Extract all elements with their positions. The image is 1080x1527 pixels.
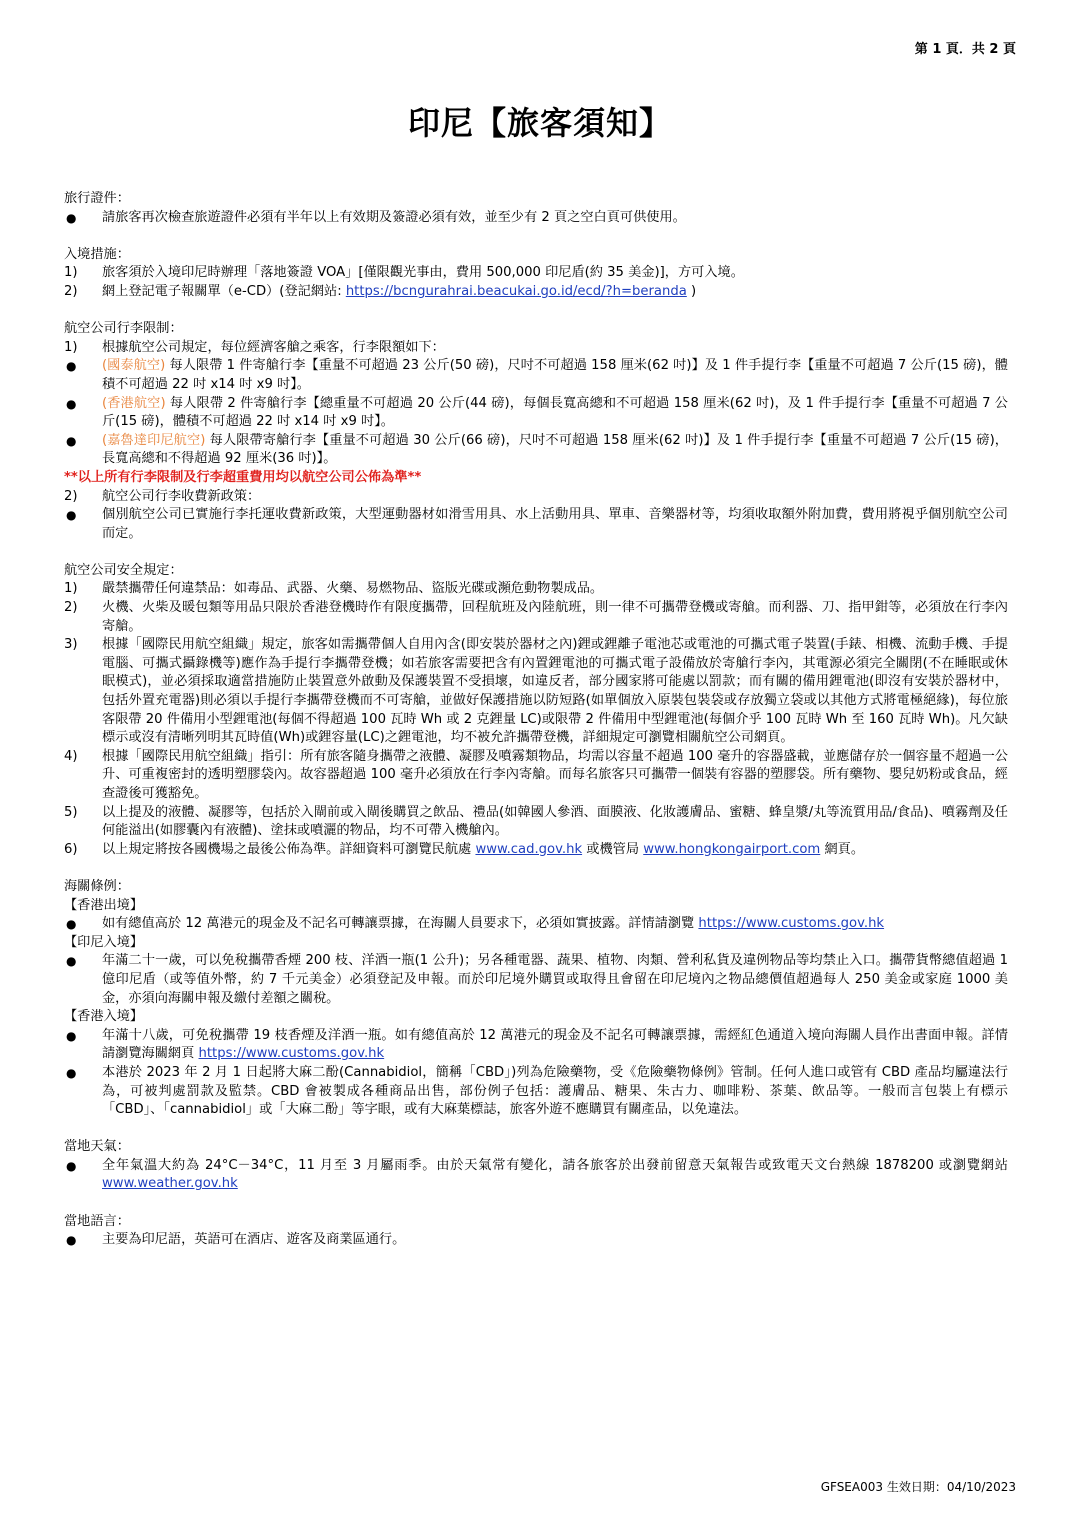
list-number: 3) [64,637,78,653]
luggage-policy: 個別航空公司已實施行李托運收費新政策，大型運動器材如滑雪用具、水上活動用具、單車、音樂器材等，均須收取額外附加費，費用將視乎個別航空公司而定。 [102,507,1008,541]
bullet-icon: ● [66,917,77,932]
airline-rule-text: 每人限帶 1 件寄艙行李【重量不可超過 23 公斤(50 磅)，尺吋不可超過 158 厘米(62 吋)】及 1 件手提行李【重量不可超過 7 公斤(15 磅)，體積不可超過 22 吋 x14 吋 x9 吋】。 [102,358,1008,392]
document-body [64,190,1008,1268]
section-entry [64,246,1008,302]
list-item [64,1231,1008,1250]
luggage-sub-2: 航空公司行李收費新政策： [102,488,261,504]
travel-docs-heading: 旅行證件： [64,191,130,206]
list-number: 1) [64,339,78,355]
bullet-icon: ● [66,433,77,448]
list-item [64,357,1008,394]
airline-rule-text: 每人限帶 2 件寄艙行李【總重量不可超過 20 公斤(44 磅)，每個長寬高總和不可超過 158 厘米(62 吋)，及 1 件手提行李【重量不可超過 7 公斤(15 磅)，體積不可超過 22 吋 x14 吋 x9 吋】。 [102,395,1008,430]
bullet-icon: ● [66,954,77,969]
section-weather [64,1138,1008,1194]
entry-item-1: 旅客須於入境印尼時辦理「落地簽證 VOA」[僅限觀光事由，費用 500,000 印尼盾(約 35 美金)]，方可入境。 [102,265,744,281]
list-number: 1) [64,581,78,597]
bullet-icon: ● [66,359,77,374]
list-item [64,841,1008,860]
section-customs [64,878,1008,1120]
list-number: 2) [64,488,78,504]
list-number: 2) [64,600,78,616]
weather-link[interactable]: www.weather.gov.hk [102,1176,238,1192]
ecd-link[interactable]: https://bcngurahrai.beacukai.go.id/ecd/?h=beranda [345,283,687,299]
section-language [64,1213,1008,1250]
language-heading: 當地語言： [64,1213,130,1229]
entry-item-2-text: 網上登記電子報關單（e-CD）(登記網站: [102,283,346,299]
list-item [64,915,1008,934]
safety-item: 根據「國際民用航空組織」規定，旅客如需攜帶個人自用內含(即安裝於器材之內)鋰或鋰離子電池芯或電池的可攜式電子裝置(手錶、相機、流動手機、手提電腦、可攜式攝錄機等)應作為手提行李攜帶登機；如若旅客需要把含有內置鋰電池的可攜式電子設備放於寄艙行李內，其電源必須完全關閉(不在睡眠或休眠模式)，並必須採取適當措施防止裝置意外啟動及保護裝置不受損壞，如違反者，部分國家將可能處以罰款；而有關的備用鋰電池(即沒有安裝於器材中，包括外置充電器)則必須以手提行李攜帶登機而不可寄艙，並做好保護措施以防短路(如單個放入原裝包裝袋或存放獨立袋或以其他方式將電極絕緣)，每位旅客限帶 20 件備用小型鋰電池(每個不得超過 100 瓦時 Wh 或 2 克鋰量 LC)或限帶 2 件備用中型鋰電池(每個介乎 100 瓦時 Wh 至 160 瓦時 Wh)。凡欠缺標示或沒有清晰列明其瓦時值(Wh)或鋰容量(LC)之鋰電池，均不被允許攜帶登機，詳細規定可瀏覽相關航空公司網頁。 [102,637,1008,746]
airline-rule [102,432,1008,469]
weather-text [102,1157,1008,1194]
bullet-icon: ● [66,396,77,411]
airline-rule [102,357,1008,394]
safety-item-6-mid: 或機管局 [582,841,644,857]
list-number: 1) [64,265,78,281]
list-item [64,339,1008,358]
bullet-icon: ● [66,508,77,523]
customs-hk-in-body: 年滿十八歲，可免稅攜帶 19 枝香煙及洋酒一瓶。如有總值高於 12 萬港元的現金及不記名可轉讓票據，需經紅色通道入境向海關人員作出書面申報。詳情請瀏覽海關網頁 [102,1027,1008,1062]
safety-heading: 航空公司安全規定： [64,562,183,578]
language-text: 主要為印尼語，英語可在酒店、遊客及商業區通行。 [102,1232,406,1248]
list-item [64,1064,1008,1120]
customs-cbd-text: 本港於 2023 年 2 月 1 日起將大麻二酚(Cannabidiol，簡稱「CBD」)列為危險藥物，受《危險藥物條例》管制。任何人進口或管有 CBD 產品均屬違法行為，可被判處罰款及監禁。CBD 會被製成各種商品出售，部份例子包括：護膚品、糖果、朱古力、咖啡粉、茶葉、飲品等。一般而言包裝上有標示「CBD」、「cannabidiol」或「大麻二酚」等字眼，或有大麻葉標誌，旅客外遊不應購買有關產品，以免違法。 [102,1064,1008,1118]
list-item [64,488,1008,507]
list-item [64,209,1008,228]
list-item [64,1157,1008,1194]
customs-hk-in-text [102,1027,1008,1064]
list-item [64,264,1008,283]
customs-link[interactable]: https://www.customs.gov.hk [698,916,885,932]
section-luggage [64,320,1008,543]
safety-item: 嚴禁攜帶任何違禁品：如毒品、武器、火藥、易燃物品、盜版光碟或瀕危動物製成品。 [102,581,604,597]
entry-item-2-close: ) [686,283,697,299]
list-item [64,952,1008,1008]
luggage-sub-1: 根據航空公司規定，每位經濟客艙之乘客，行李限額如下： [102,339,445,355]
section-travel-docs [64,190,1008,227]
list-number: 4) [64,748,78,764]
airline-name: (嘉魯達印尼航空) [102,432,206,448]
entry-item-2 [102,283,1008,302]
bullet-icon: ● [66,210,77,225]
list-item [64,432,1008,469]
weather-heading: 當地天氣： [64,1139,130,1155]
list-number: 6) [64,841,78,857]
customs-hk-out-body: 如有總值高於 12 萬港元的現金及不記名可轉讓票據，在海關人員要求下，必須如實披露。詳情請瀏覽 [102,916,699,932]
safety-item [102,841,1008,860]
customs-hk-out-text [102,915,1008,934]
airline-name: (國泰航空) [102,358,166,374]
customs-hk-out-heading: 【香港出境】 [64,897,144,913]
weather-body: 全年氣溫大約為 24°C－34°C，11 月至 3 月屬雨季。由於天氣常有變化，請各旅客於出發前留意天氣報告或致電天文台熱線 1878200 或瀏覽網站 [102,1157,1008,1173]
luggage-note: **以上所有行李限制及行李超重費用均以航空公司公佈為準** [64,469,422,485]
bullet-icon: ● [66,1233,77,1248]
airline-name: (香港航空) [102,395,166,411]
customs-hk-in-heading: 【香港入境】 [64,1009,144,1025]
travel-docs-text: 請旅客再次檢查旅遊證件必須有半年以上有效期及簽證必須有效，並至少有 2 頁之空白頁可供使用。 [102,209,686,225]
airline-rule-text: 每人限帶寄艙行李【重量不可超過 30 公斤(66 磅)，尺吋不可超過 158 厘米(62 吋)】及 1 件手提行李【重量不可超過 7 公斤(15 磅)，長寬高總和不得超過 92 厘米(36 吋)】。 [102,432,1008,467]
customs-link[interactable]: https://www.customs.gov.hk [198,1046,385,1062]
list-item [64,636,1008,748]
list-item [64,283,1008,302]
customs-heading: 海關條例： [64,878,130,894]
bullet-icon: ● [66,1158,77,1173]
bullet-icon: ● [66,1065,77,1080]
airport-link[interactable]: www.hongkongairport.com [643,841,821,857]
airline-rule [102,395,1008,432]
bullet-icon: ● [66,1028,77,1043]
customs-id-in-heading: 【印尼入境】 [64,934,144,950]
cad-link[interactable]: www.cad.gov.hk [475,841,583,857]
list-item [64,599,1008,636]
page-number: 第 1 頁．共 2 頁 [914,42,1016,57]
list-number: 2) [64,283,78,299]
list-item [64,1027,1008,1064]
list-item [64,580,1008,599]
safety-item-6-end: 網頁。 [820,841,865,857]
list-item [64,748,1008,804]
safety-item-6-text: 以上規定將按各國機場之最後公佈為準。詳細資料可瀏覽民航處 [102,841,476,857]
safety-item: 火機、火柴及暖包類等用品只限於香港登機時作有限度攜帶，回程航班及內陸航班，則一律不可攜帶登機或寄艙。而利器、刀、指甲鉗等，必須放在行李內寄艙。 [102,600,1008,634]
safety-item: 以上提及的液體、凝膠等，包括於入閘前或入閘後購買之飲品、禮品(如韓國人參酒、面膜液、化妝護膚品、蜜糖、蜂皇漿/丸等流質用品/食品)、噴霧劑及任何能溢出(如膠囊內有液體)、塗抹或噴灑的物品，均不可帶入機艙內。 [102,804,1008,839]
entry-heading: 入境措施： [64,246,130,262]
section-safety [64,562,1008,860]
customs-id-in-text: 年滿二十一歲，可以免稅攜帶香煙 200 枝、洋酒一瓶(1 公升)；另各種電器、蔬果、植物、肉類、營利私貨及違例物品等均禁止入口。攜帶貨幣總值超過 1 億印尼盾（或等值外幣，約 7 千元美金）必須登記及申報。而於印尼境外購買或取得且會留在印尼境內之物品總價值超過每人 250 美金或家庭 1000 美金，亦須向海關申報及繳付差額之關稅。 [102,953,1008,1006]
list-number: 5) [64,804,78,820]
page-title: 印尼【旅客須知】 [407,104,672,142]
list-item [64,506,1008,543]
luggage-heading: 航空公司行李限制： [64,321,183,337]
safety-item: 根據「國際民用航空組織」指引：所有旅客隨身攜帶之液體、凝膠及噴霧類物品，均需以容量不超過 100 毫升的容器盛載，並應儲存於一個容量不超過一公升、可重複密封的透明塑膠袋內。故容器超過 100 毫升必須放在行李內寄艙。而每名旅客只可攜帶一個裝有容器的塑膠袋。所有藥物、嬰兒奶粉或食品，經查證後可獲豁免。 [102,748,1008,801]
list-item [64,804,1008,841]
list-item [64,395,1008,432]
footer-code: GFSEA003 生效日期：04/10/2023 [820,1480,1016,1494]
